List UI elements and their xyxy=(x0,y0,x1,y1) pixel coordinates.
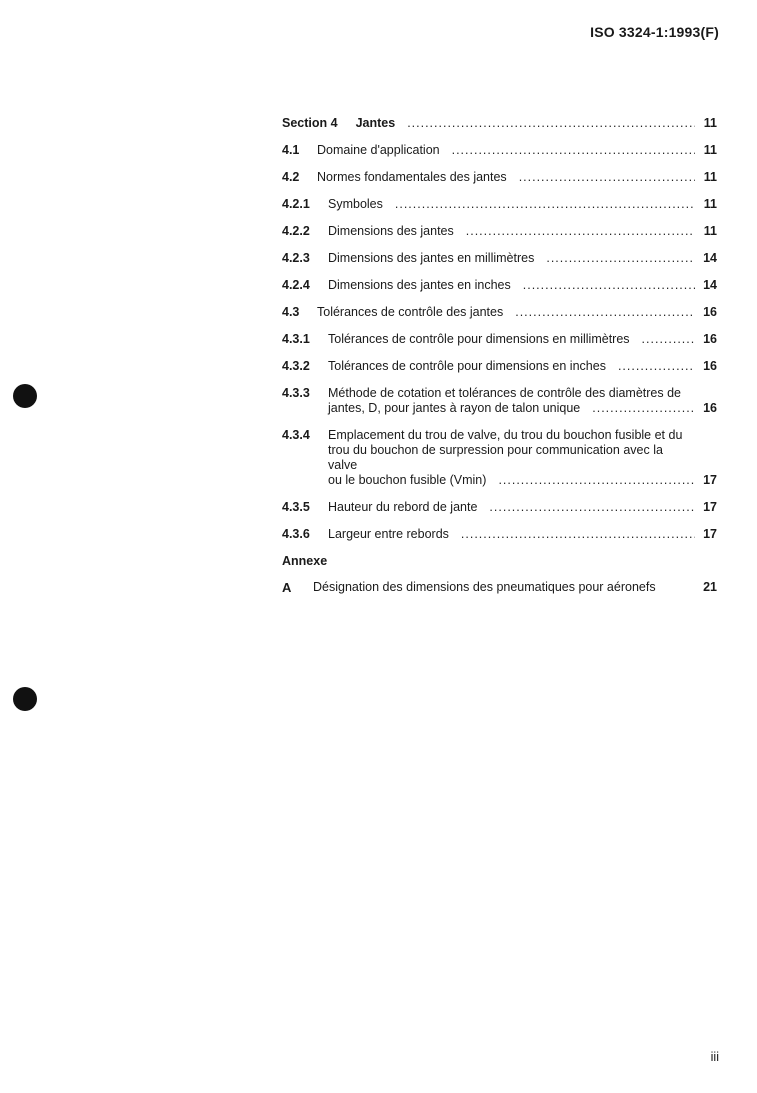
toc-page-number: 16 xyxy=(703,332,717,346)
toc-entry-number: 4.3.1 xyxy=(282,332,310,346)
toc-entry[interactable] xyxy=(282,197,717,212)
dot-leader xyxy=(546,251,695,266)
dot-leader xyxy=(452,143,695,158)
toc-page-number: 11 xyxy=(703,170,717,184)
toc-section-title: Jantes xyxy=(355,116,396,130)
toc-page-number: 21 xyxy=(703,580,717,594)
dot-leader xyxy=(498,473,695,488)
dot-leader xyxy=(407,116,695,131)
toc-entry-title-line: jantes, D, pour jantes à rayon de talon unique xyxy=(328,401,581,415)
toc-entry-title-line: Domaine d'application xyxy=(317,143,440,157)
toc-entry[interactable] xyxy=(282,170,717,185)
toc-page-number: 14 xyxy=(703,278,717,292)
toc-entry[interactable] xyxy=(282,500,717,515)
toc-entry-number: 4.3 xyxy=(282,305,300,319)
toc-entry[interactable] xyxy=(282,305,717,320)
toc-entry-number: A xyxy=(282,580,292,595)
dot-leader xyxy=(592,401,695,416)
toc-page-number: 14 xyxy=(703,251,717,265)
toc-entry-number: 4.3.4 xyxy=(282,428,310,442)
toc-page-number: 11 xyxy=(703,197,717,211)
toc-entry-title: Désignation des dimensions des pneumatiques pour aéronefs xyxy=(313,580,656,594)
table-of-contents xyxy=(282,116,717,607)
toc-entry[interactable] xyxy=(282,143,717,158)
document-id-header: ISO 3324-1:1993(F) xyxy=(590,24,719,40)
toc-annex-entry[interactable] xyxy=(282,580,717,595)
toc-page-number: 17 xyxy=(703,473,717,487)
binder-hole xyxy=(13,384,37,408)
toc-entry-number: 4.2.2 xyxy=(282,224,310,238)
binder-hole xyxy=(13,687,37,711)
toc-entry-number: 4.3.3 xyxy=(282,386,310,400)
toc-entry-title-line: Tolérances de contrôle des jantes xyxy=(317,305,504,319)
toc-entry[interactable] xyxy=(282,332,717,347)
dot-leader xyxy=(466,224,695,239)
toc-entry-number: 4.3.5 xyxy=(282,500,310,514)
toc-entry-number: 4.3.2 xyxy=(282,359,310,373)
toc-entry-number: 4.3.6 xyxy=(282,527,310,541)
toc-page-number: 11 xyxy=(703,143,717,157)
toc-entry[interactable] xyxy=(282,251,717,266)
toc-section-number: Section 4 xyxy=(282,116,338,130)
toc-entry-title-line: Tolérances de contrôle pour dimensions en millimètres xyxy=(328,332,630,346)
toc-entry[interactable] xyxy=(282,386,717,416)
annexe-heading: Annexe xyxy=(282,554,328,568)
page-number: iii xyxy=(710,1050,719,1064)
toc-entry-title-line: Dimensions des jantes en inches xyxy=(328,278,511,292)
dot-leader xyxy=(519,170,695,185)
toc-entry-number: 4.2 xyxy=(282,170,300,184)
toc-page-number: 16 xyxy=(703,401,717,415)
toc-entry-title-line: Emplacement du trou de valve, du trou du bouchon fusible et du xyxy=(328,428,683,442)
toc-entry-title-line: Hauteur du rebord de jante xyxy=(328,500,478,514)
toc-entry-title-line: Largeur entre rebords xyxy=(328,527,449,541)
toc-entry-title-line: Dimensions des jantes en millimètres xyxy=(328,251,535,265)
dot-leader xyxy=(489,500,695,515)
dot-leader xyxy=(523,278,695,293)
toc-entry-title-line: Tolérances de contrôle pour dimensions en inches xyxy=(328,359,606,373)
toc-entry-number: 4.1 xyxy=(282,143,300,157)
dot-leader xyxy=(618,359,695,374)
toc-entry-title-line: Normes fondamentales des jantes xyxy=(317,170,507,184)
toc-entry-list xyxy=(282,143,717,542)
toc-page-number: 16 xyxy=(703,359,717,373)
toc-entry[interactable] xyxy=(282,527,717,542)
toc-entry-title-line: Symboles xyxy=(328,197,383,211)
dot-leader xyxy=(515,305,695,320)
toc-section-entry[interactable] xyxy=(282,116,717,131)
toc-entry[interactable] xyxy=(282,428,717,488)
toc-page-number: 17 xyxy=(703,527,717,541)
toc-entry-number: 4.2.1 xyxy=(282,197,310,211)
toc-page-number: 16 xyxy=(703,305,717,319)
toc-entry-number: 4.2.3 xyxy=(282,251,310,265)
toc-entry[interactable] xyxy=(282,359,717,374)
toc-entry[interactable] xyxy=(282,224,717,239)
dot-leader xyxy=(642,332,695,347)
toc-entry-title-line: Méthode de cotation et tolérances de contrôle des diamètres de xyxy=(328,386,681,400)
dot-leader xyxy=(461,527,695,542)
toc-page-number: 17 xyxy=(703,500,717,514)
toc-entry[interactable] xyxy=(282,278,717,293)
toc-entry-number: 4.2.4 xyxy=(282,278,310,292)
toc-page-number: 11 xyxy=(703,116,717,130)
toc-page-number: 11 xyxy=(703,224,717,238)
toc-entry-title-line: Dimensions des jantes xyxy=(328,224,454,238)
toc-entry-title-line: trou du bouchon de surpression pour communication avec la valve xyxy=(328,443,663,472)
toc-entry-title-line: ou le bouchon fusible (Vmin) xyxy=(328,473,487,487)
dot-leader xyxy=(395,197,695,212)
